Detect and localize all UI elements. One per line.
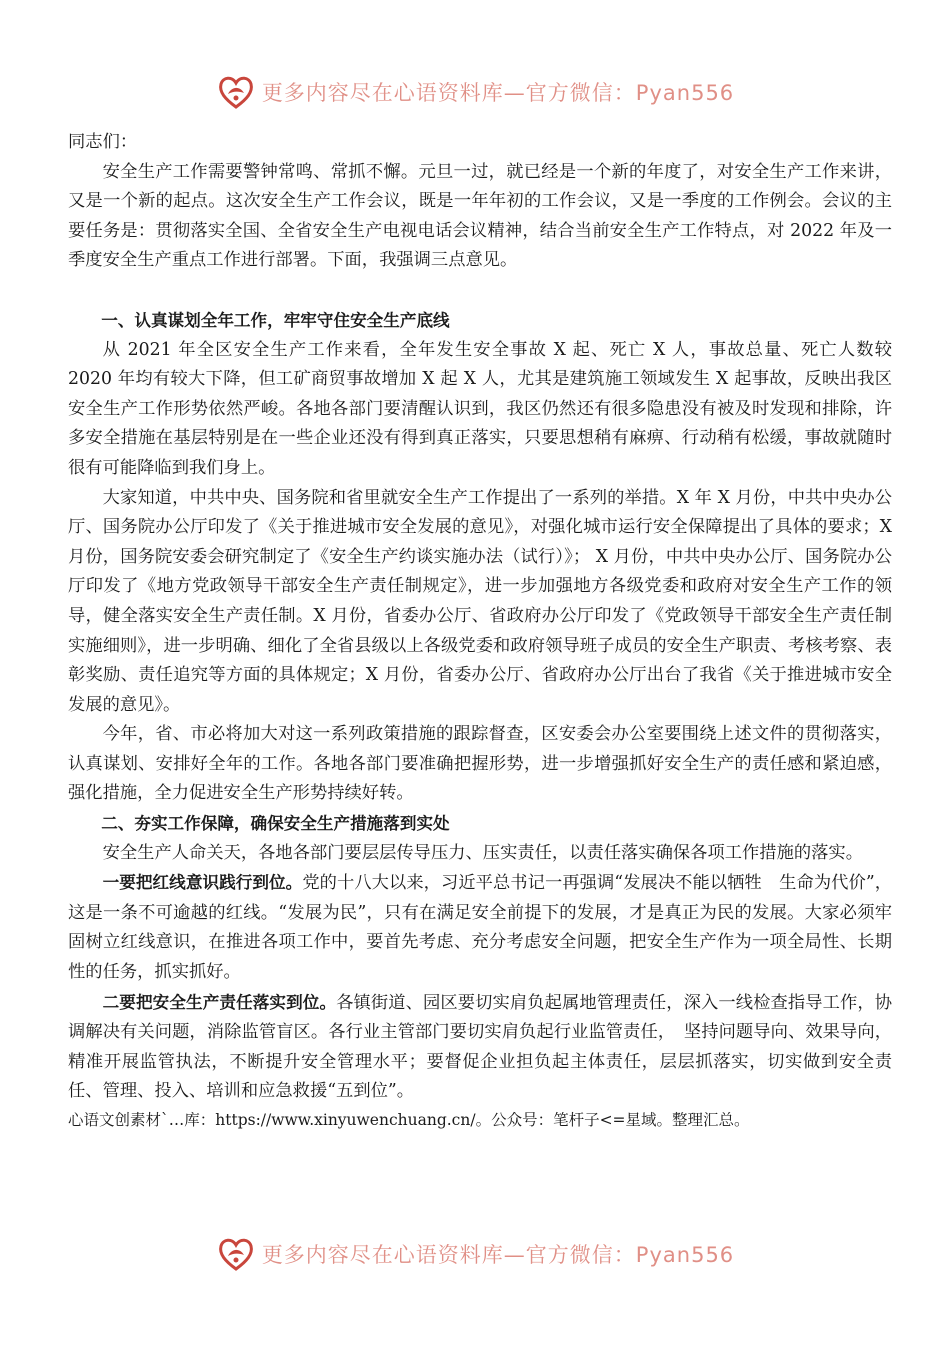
item-1-lead: 一要把红线意识践行到位。 [102, 873, 303, 893]
item-1-text: 党的十八大以来，习近平总书记一再强调“发展决不能以牺牲 生命为代价”，这是一条不可逾越的红线。“发展为民”，只有在满足安全前提下的发展，才是真正为民的发展。大家必须牢固树立红线意识，在推进各项工作中，要首先考虑、充分考虑安全问题，把安全生产作为一项全局性、长期性的任务，抓实抓好。 [68, 873, 893, 983]
watermark-banner-top [0, 70, 950, 114]
salutation: 同志们： [68, 132, 138, 152]
section-1-paragraph-1: 从 2021 年全区安全生产工作来看，全年发生安全事故 X 起、死亡 X 人，事故总量、死亡人数较 2020 年均有较大下降，但工矿商贸事故增加 X 起 X 人，尤其是建筑施工领域发生 X 起事故，反映出我区安全生产工作形势依然严峻。各地各部门要清醒认识到，我区仍然还有很多隐患没有被及时发现和排除，许多安全措施在基层特别是在一些企业还没有得到真正落实，只要思想稍有麻痹、行动稍有松缓，事故就随时很有可能降临到我们身上。 [68, 339, 892, 478]
section-2-item-1 [68, 868, 892, 987]
source-note: 心语文创素材`…库：https://www.xinyuwenchuang.cn/。公众号：笔杆子<=星域。整理汇总。 [68, 1111, 750, 1129]
section-2-paragraph-1: 安全生产人命关天，各地各部门要层层传导压力、压实责任，以责任落实确保各项工作措施的落实。 [102, 842, 863, 863]
section-2-item-2 [68, 988, 892, 1107]
item-2-lead: 二要把安全生产责任落实到位。 [102, 992, 337, 1012]
heart-ribbon-logo-icon [216, 72, 256, 112]
watermark-text: 更多内容尽在心语资料库—官方微信：Pyan556 [261, 1243, 735, 1267]
section-2-heading: 二、夯实工作保障，确保安全生产措施落到实处 [101, 814, 450, 834]
paragraph-gap [68, 276, 892, 306]
watermark-text: 更多内容尽在心语资料库—官方微信：Pyan556 [261, 81, 735, 105]
section-1-paragraph-2: 大家知道，中共中央、国务院和省里就安全生产工作提出了一系列的举措。X 年 X 月份，中共中央办公厅、国务院办公厅印发了《关于推进城市安全发展的意见》，对强化城市运行安全保障提出了具体的要求；X 月份，国务院安委会研究制定了《安全生产约谈实施办法（试行）》； X 月份，中共中央办公厅、国务院办公厅印发了《地方党政领导干部安全生产责任制规定》，进一步加强地方各级党委和政府对安全生产工作的领导，健全落实安全生产责任制。X 月份，省委办公厅、省政府办公厅印发了《党政领导干部安全生产责任制实施细则》，进一步明确、细化了全省县级以上各级党委和政府领导班子成员的安全生产职责、考核考察、表彰奖励、责任追究等方面的具体规定；X 月份，省委办公厅、省政府办公厅出台了我省《关于推进城市安全发展的意见》。 [68, 487, 892, 715]
document-body [68, 128, 892, 1133]
intro-paragraph: 安全生产工作需要警钟常鸣、常抓不懈。元旦一过，就已经是一个新的年度了，对安全生产工作来讲，又是一个新的起点。这次安全生产工作会议，既是一年年初的工作会议，又是一季度的工作例会。会议的主要任务是：贯彻落实全国、全省安全生产电视电话会议精神，结合当前安全生产工作特点，对 2022 年及一季度安全生产重点工作进行部署。下面，我强调三点意见。 [68, 161, 892, 271]
heart-ribbon-logo-icon [216, 1234, 256, 1274]
section-1-paragraph-3: 今年，省、市必将加大对这一系列政策措施的跟踪督查，区安委会办公室要围绕上述文件的贯彻落实，认真谋划、安排好全年的工作。各地各部门要准确把握形势，进一步增强抓好安全生产的责任感和紧迫感，强化措施，全力促进安全生产形势持续好转。 [68, 724, 892, 804]
section-1-heading: 一、认真谋划全年工作，牢牢守住安全生产底线 [101, 310, 450, 330]
watermark-banner-bottom [0, 1232, 950, 1276]
item-2-text: 各镇街道、园区要切实肩负起属地管理责任，深入一线检查指导工作，协调解决有关问题，消除监管盲区。各行业主管部门要切实肩负起行业监管责任， 坚持问题导向、效果导向，精准开展监管执法，不断提升安全管理水平；要督促企业担负起主体责任，层层抓落实，切实做到安全责任、管理、投入、培训和应急救援“五到位”。 [68, 992, 892, 1102]
